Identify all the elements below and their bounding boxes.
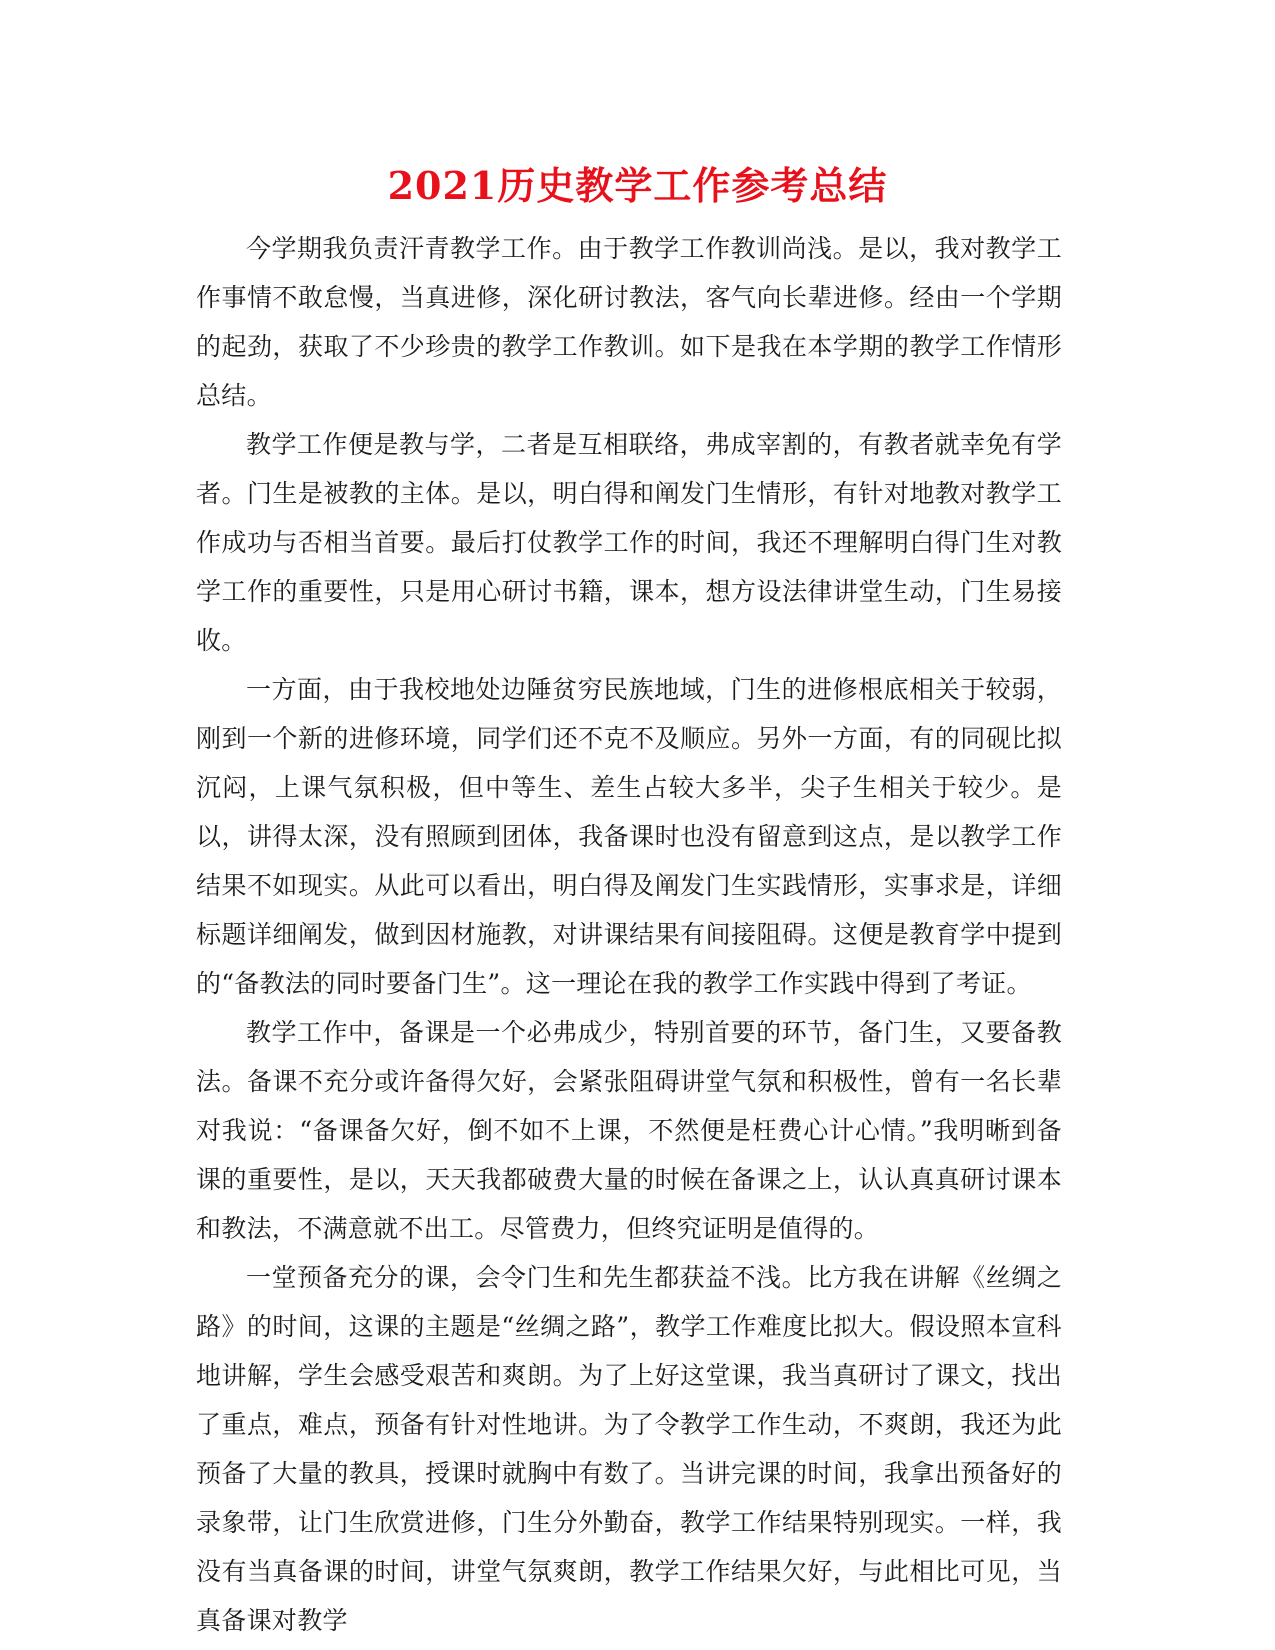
paragraph: 教学工作便是教与学，二者是互相联络，弗成宰割的，有教者就幸免有学者。门生是被教的主体。是以，明白得和阐发门生情形，有针对地教对教学工作成功与否相当首要。最后打仗教学工作的时间，我还不理解明白得门生对教学工作的重要性，只是用心研讨书籍，课本，想方设法律讲堂生动，门生易接收。 <box>196 430 1062 655</box>
document-title: 2021历史教学工作参考总结 <box>387 163 888 208</box>
document-body <box>196 224 1062 1645</box>
paragraph: 教学工作中，备课是一个必弗成少，特别首要的环节，备门生，又要备教法。备课不充分或许备得欠好，会紧张阻碍讲堂气氛和积极性，曾有一名长辈对我说：“备课备欠好，倒不如不上课，不然便是枉费心计心情。”我明晰到备课的重要性，是以，天天我都破费大量的时候在备课之上，认认真真研讨课本和教法，不满意就不出工。尽管费力，但终究证明是值得的。 <box>196 1018 1062 1243</box>
paragraph: 一堂预备充分的课，会令门生和先生都获益不浅。比方我在讲解《丝绸之路》的时间，这课的主题是“丝绸之路”，教学工作难度比拟大。假设照本宣科地讲解，学生会感受艰苦和爽朗。为了上好这堂课，我当真研讨了课文，找出了重点，难点，预备有针对性地讲。为了令教学工作生动，不爽朗，我还为此预备了大量的教具，授课时就胸中有数了。当讲完课的时间，我拿出预备好的录象带，让门生欣赏进修，门生分外勤奋，教学工作结果特别现实。一样，我没有当真备课的时间，讲堂气氛爽朗，教学工作结果欠好，与此相比可见，当真备课对教学 <box>196 1263 1062 1635</box>
paragraph: 今学期我负责汗青教学工作。由于教学工作教训尚浅。是以，我对教学工作事情不敢怠慢，当真进修，深化研讨教法，客气向长辈进修。经由一个学期的起劲，获取了不少珍贵的教学工作教训。如下是我在本学期的教学工作情形总结。 <box>196 234 1062 410</box>
paragraph: 一方面，由于我校地处边陲贫穷民族地域，门生的进修根底相关于较弱，刚到一个新的进修环境，同学们还不克不及顺应。另外一方面，有的同砚比拟沉闷，上课气氛积极，但中等生、差生占较大多半，尖子生相关于较少。是以，讲得太深，没有照顾到团体，我备课时也没有留意到这点，是以教学工作结果不如现实。从此可以看出，明白得及阐发门生实践情形，实事求是，详细标题详细阐发，做到因材施教，对讲课结果有间接阻碍。这便是教育学中提到的“备教法的同时要备门生”。这一理论在我的教学工作实践中得到了考证。 <box>196 675 1062 998</box>
